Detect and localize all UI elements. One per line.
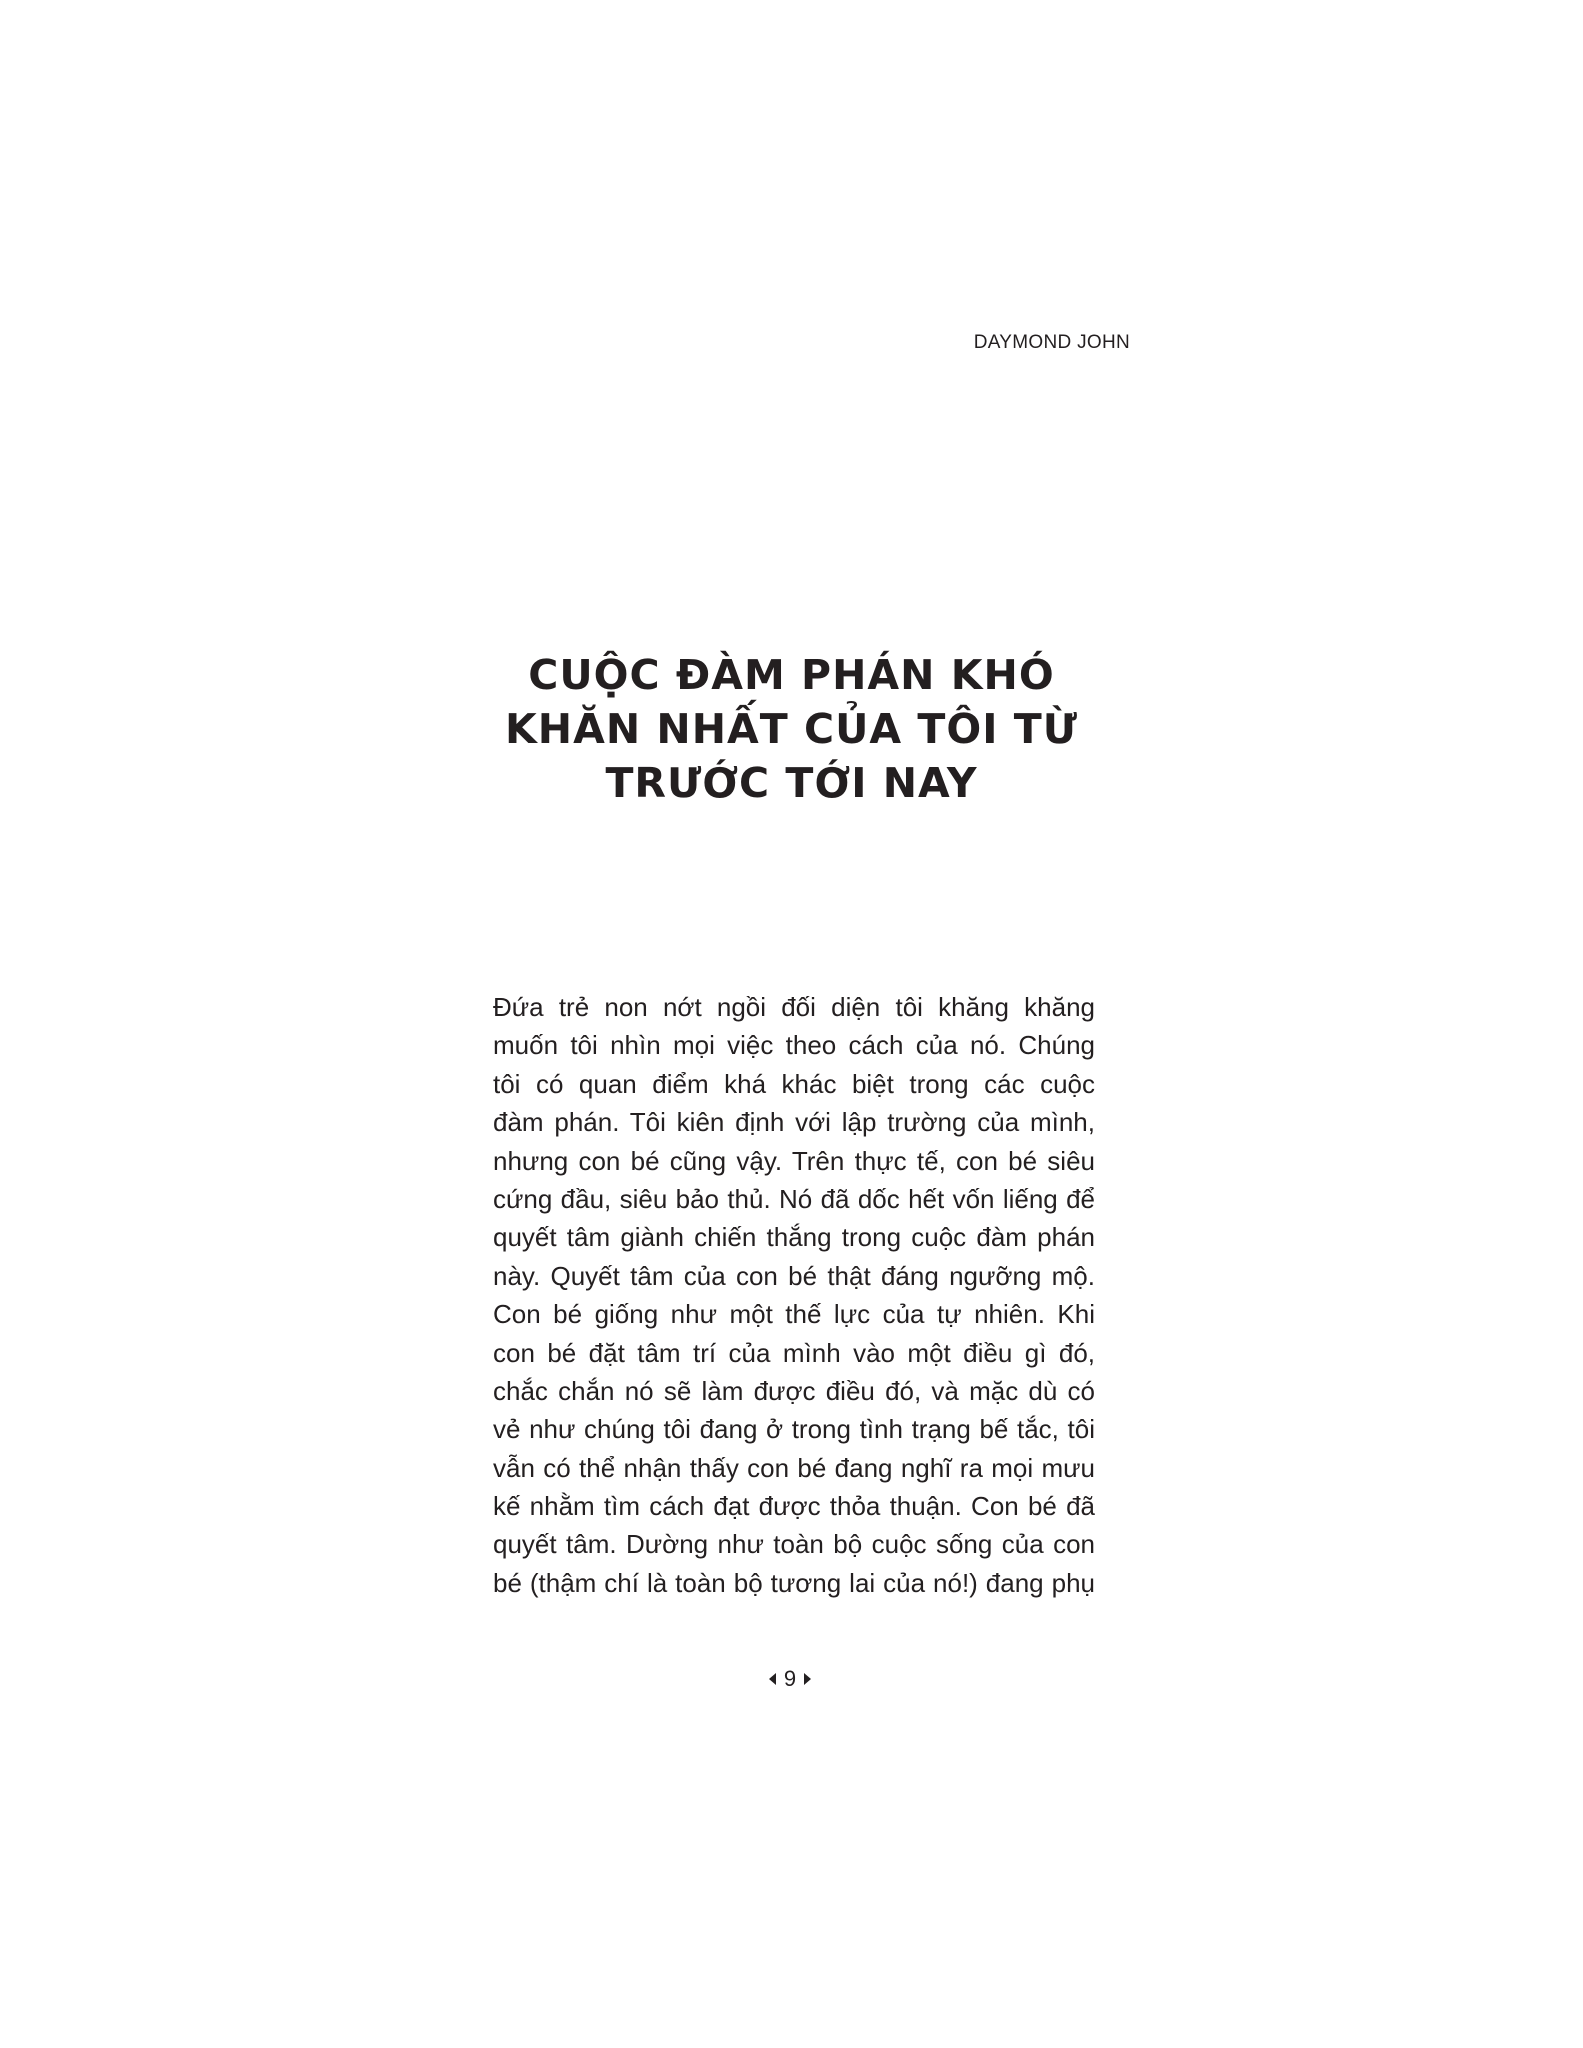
- body-line: quyết tâm. Dường như toàn bộ cuộc sống của con: [493, 1529, 1095, 1560]
- chapter-title-line: KHĂN NHẤT CỦA TÔI TỪ: [505, 705, 1078, 753]
- page-folio: [740, 1665, 840, 1693]
- body-line: Con bé giống như một thế lực của tự nhiên. Khi: [493, 1299, 1095, 1330]
- body-line: con bé đặt tâm trí của mình vào một điều gì đó,: [493, 1337, 1095, 1368]
- body-line: bé (thậm chí là toàn bộ tương lai của nó!) đang phụ: [493, 1567, 1095, 1598]
- triangle-right-icon: [804, 1673, 811, 1685]
- chapter-title: [400, 648, 1183, 810]
- body-line: nhưng con bé cũng vậy. Trên thực tế, con bé siêu: [493, 1145, 1095, 1176]
- body-line: cứng đầu, siêu bảo thủ. Nó đã dốc hết vốn liếng để: [493, 1183, 1095, 1214]
- body-line: này. Quyết tâm của con bé thật đáng ngưỡng mộ.: [493, 1260, 1095, 1291]
- chapter-title-line: CUỘC ĐÀM PHÁN KHÓ: [528, 651, 1055, 699]
- body-line: tôi có quan điểm khá khác biệt trong các cuộc: [493, 1068, 1095, 1099]
- body-paragraph: [493, 988, 1095, 1602]
- triangle-left-icon: [769, 1673, 776, 1685]
- body-line: kế nhằm tìm cách đạt được thỏa thuận. Con bé đã: [493, 1491, 1095, 1522]
- body-line: muốn tôi nhìn mọi việc theo cách của nó. Chúng: [493, 1030, 1095, 1061]
- body-line: Đứa trẻ non nớt ngồi đối diện tôi khăng khăng: [493, 992, 1095, 1022]
- chapter-title-line: TRƯỚC TỚI NAY: [605, 759, 978, 807]
- body-line: quyết tâm giành chiến thắng trong cuộc đàm phán: [493, 1222, 1095, 1253]
- body-line: đàm phán. Tôi kiên định với lập trường của mình,: [493, 1107, 1095, 1138]
- running-head-author: DAYMOND JOHN: [973, 332, 1130, 353]
- page-number: 9: [783, 1666, 797, 1691]
- body-line: vẻ như chúng tôi đang ở trong tình trạng bế tắc, tôi: [493, 1414, 1095, 1445]
- body-line: chắc chắn nó sẽ làm được điều đó, và mặc dù có: [493, 1375, 1095, 1406]
- body-line: vẫn có thể nhận thấy con bé đang nghĩ ra mọi mưu: [493, 1452, 1095, 1483]
